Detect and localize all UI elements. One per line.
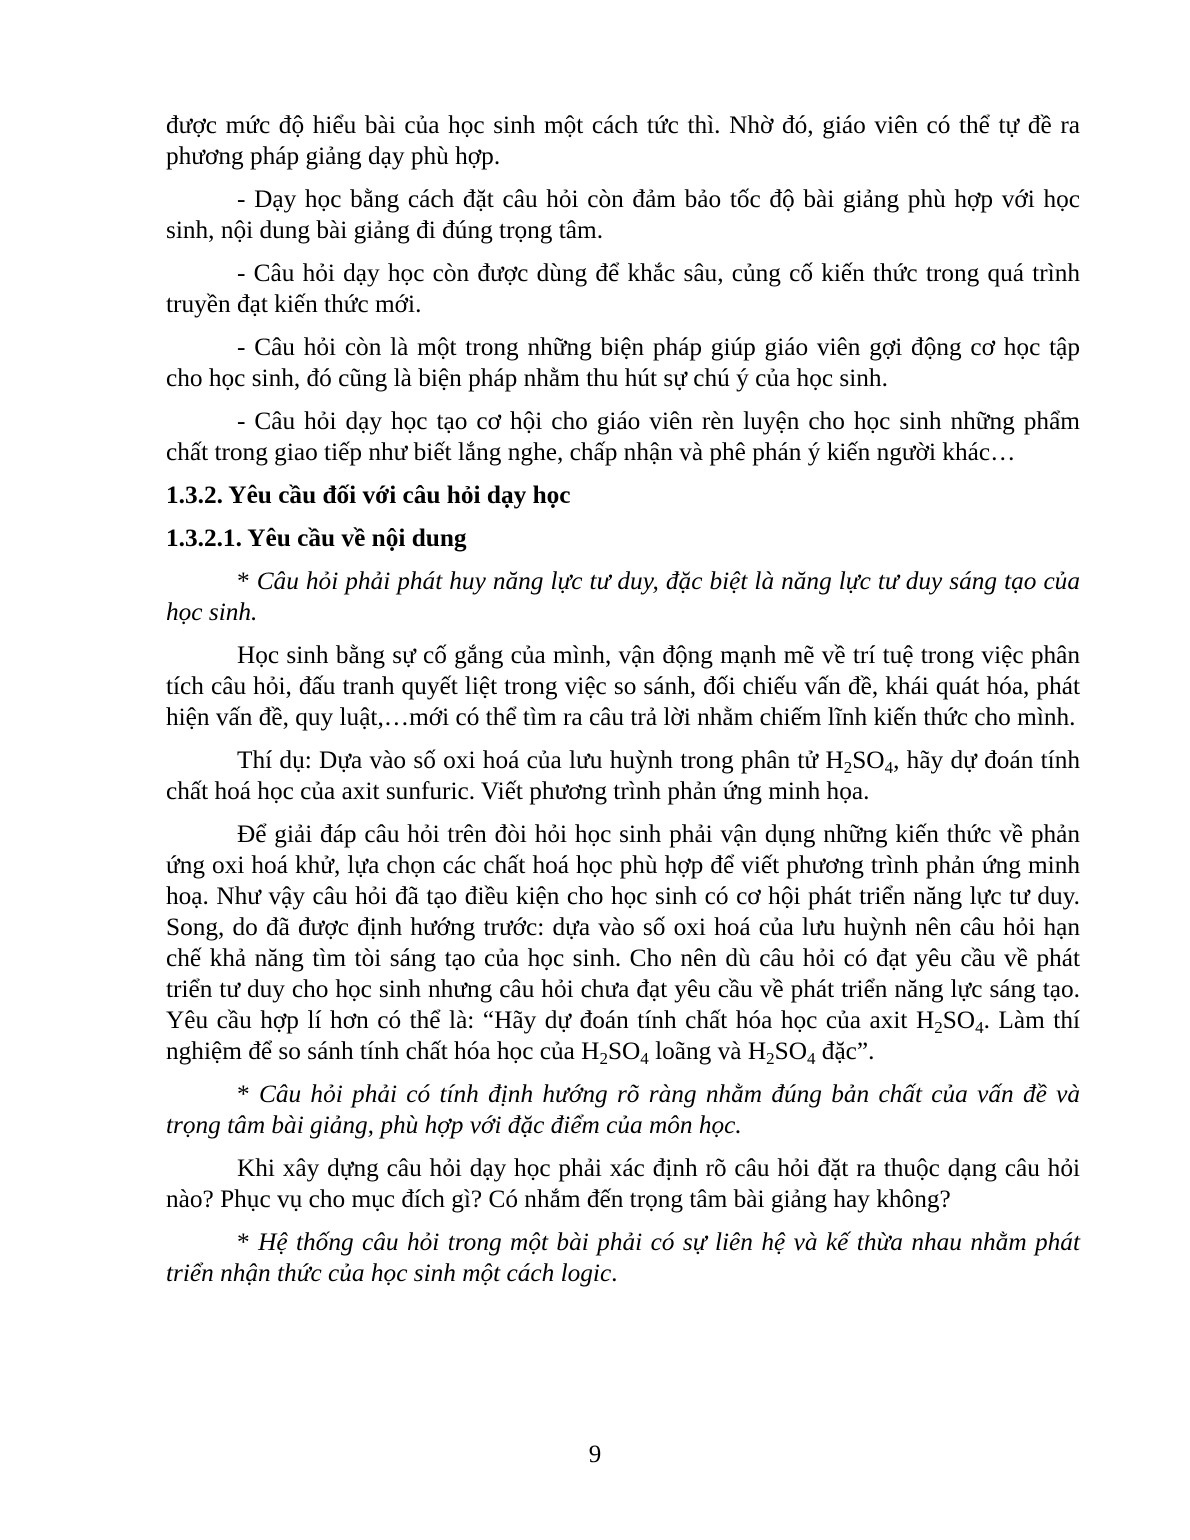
requirement-orientation [166,1079,1080,1141]
subsection-heading: 1.3.2.1. Yêu cầu về nội dung [166,524,467,552]
requirement-system: * Hệ thống câu hỏi trong một bài phải có sự liên hệ và kế thừa nhau nhằm phát triển nhận thức của học sinh một cách logic. [166,1228,1080,1287]
star-marker: * [237,567,257,595]
page-number: 9 [588,1441,602,1468]
section-heading: 1.3.2. Yêu cầu đối với câu hỏi dạy học [166,481,571,509]
bullet-paragraph-communication: - Câu hỏi dạy học tạo cơ hội cho giáo viên rèn luyện cho học sinh những phẩm chất trong giao tiếp như biết lắng nghe, chấp nhận và phê phán ý kiến người khác… [166,407,1080,466]
paragraph-student-effort: Học sinh bằng sự cố gắng của mình, vận động mạnh mẽ về trí tuệ trong việc phân tích câu hỏi, đấu tranh quyết liệt trong việc so sánh, đối chiếu vấn đề, khái quát hóa, phát hiện vấn đề, quy luật,…mới có thể tìm ra câu trả lời nhằm chiếm lĩnh kiến thức cho mình. [166,641,1080,731]
requirement-thinking-text: Câu hỏi phải phát huy năng lực tư duy, đặc biệt là năng lực tư duy sáng tạo của học sinh. [166,567,1080,626]
star-marker: * [237,1080,259,1108]
bullet-paragraph-reinforce: - Câu hỏi dạy học còn được dùng để khắc sâu, củng cố kiến thức trong quá trình truyền đạt kiến thức mới. [166,259,1080,318]
paragraph-continuation: được mức độ hiểu bài của học sinh một cách tức thì. Nhờ đó, giáo viên có thể tự đề ra phương pháp giảng dạy phù hợp. [166,111,1080,170]
requirement-system-text: Hệ thống câu hỏi trong một bài phải có sự liên hệ và kế thừa nhau nhằm phát triển nhận thức của học sinh một cách logic [166,1228,1080,1287]
paragraph-explanation: Để giải đáp câu hỏi trên đòi hỏi học sinh phải vận dụng những kiến thức về phản ứng oxi hoá khử, lựa chọn các chất hoá học phù hợp để viết phương trình phản ứng minh hoạ. Như vậy câu hỏi đã tạo điều kiện cho học sinh có cơ hội phát triển năng lực tư duy. Song, do đã được định hướng trước: dựa vào số oxi hoá của lưu huỳnh nên câu hỏi hạn chế khả năng tìm tòi sáng tạo của học sinh. Cho nên dù câu hỏi có đạt yêu cầu về phát triển tư duy cho học sinh nhưng câu hỏi chưa đạt yêu cầu về phát triển năng lực sáng tạo. Yêu cầu hợp lí hơn có thể là: “Hãy dự đoán tính chất hóa học của axit $H_2SO_4$. Làm thí nghiệm để so sánh tính chất hóa học của $H_2SO_4$ loãng và $H_2SO_4$ đặc”. [166,820,1080,1068]
bullet-paragraph-motivation: - Câu hỏi còn là một trong những biện pháp giúp giáo viên gợi động cơ học tập cho học sinh, đó cũng là biện pháp nhằm thu hút sự chú ý của học sinh. [166,333,1080,392]
star-marker: * [237,1228,259,1256]
requirement-orientation-text: Câu hỏi phải có tính định hướng rõ ràng nhằm đúng bản chất của vấn đề và trọng tâm bài giảng, phù hợp với đặc điểm của môn học. [166,1080,1080,1139]
document-body [166,110,1080,1301]
paragraph-example: Thí dụ: Dựa vào số oxi hoá của lưu huỳnh trong phân tử $H_2SO_4$, hãy dự đoán tính chất hoá học của axit sunfuric. Viết phương trình phản ứng minh họa. [166,746,1080,805]
paragraph-question-design: Khi xây dựng câu hỏi dạy học phải xác định rõ câu hỏi đặt ra thuộc dạng câu hỏi nào? Phục vụ cho mục đích gì? Có nhắm đến trọng tâm bài giảng hay không? [166,1154,1080,1213]
bullet-paragraph-speed: - Dạy học bằng cách đặt câu hỏi còn đảm bảo tốc độ bài giảng phù hợp với học sinh, nội dung bài giảng đi đúng trọng tâm. [166,185,1080,244]
requirement-thinking [166,566,1080,628]
